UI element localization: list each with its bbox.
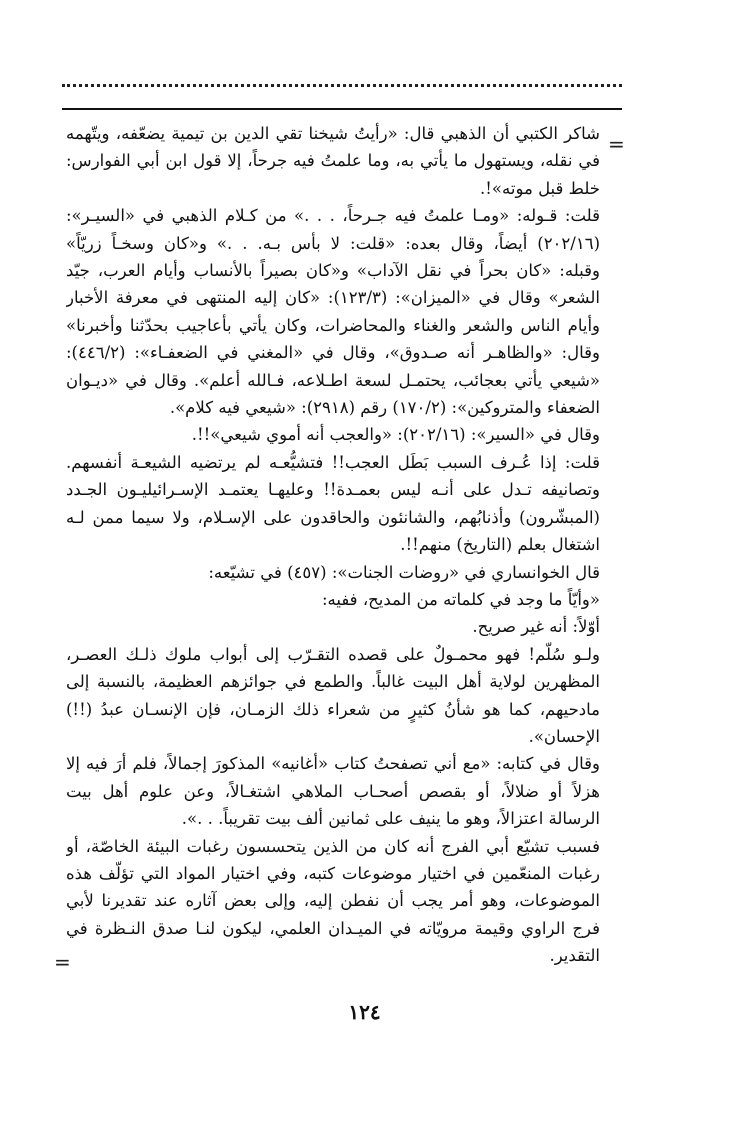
text-line: (٢٠٢/١٦) أيضاً، وقال بعده: «قلت: لا بأس بـه. . .» و«كان وسخـاً زريّاً» xyxy=(66,233,600,253)
text-line: «وأيّاً ما وجد في كلماته من المديح، ففيه: xyxy=(321,589,600,609)
text-line: وتصانيفه تـدل على أنـه ليس بعمـدة!! وعليهـا يعتمـد الإسـرائيليـون الجـدد xyxy=(66,480,600,500)
text-line: في نقله، ويستهول ما يأتي به، وما علمتُ فيه جرحاً، إلا قول ابن أبي الفوارس: xyxy=(66,151,600,171)
text-line: فرج الراوي وقيمة مرويّاته في الميـدان العلمي، ليكون لنـا صدق النـظرة في xyxy=(66,918,600,938)
text-line: الرسالة اعتزالاً، وهو ما ينيف على ثمانين ألف بيت تقريباً. . .». xyxy=(181,809,600,829)
text-line: وقال: «والظاهـر أنه صـدوق»، وقال في «المغني في الضعفـاء»: (٤٤٦/٢): xyxy=(66,343,600,363)
footnote-continuation-mark-bottom: = xyxy=(54,950,71,974)
text-line: قلت: قـوله: «ومـا علمتُ فيه جـرحاً، . . .» من كـلام الذهبي في «السيـر»: xyxy=(66,206,600,226)
text-line: الإحسان». xyxy=(528,726,600,746)
dotted-header-line xyxy=(62,84,622,87)
text-line: خلط قبل موته»!. xyxy=(480,178,600,198)
footnote-continuation-mark-top: = xyxy=(608,132,625,156)
text-line: قلت: إذا عُـرف السبب بَطَل العجب!! فتشيُّعـه لم يرتضيه الشيعـة أنفسهم. xyxy=(66,452,600,472)
text-line: الشعر» وقال في «الميزان»: (١٢٣/٣): «كان إليه المنتهى في معرفة الأخبار xyxy=(66,288,600,308)
page-number: ١٢٤ xyxy=(348,1000,381,1024)
text-line: ولـو سُلّم! فهو محمـولٌ على قصده التقـرّب إلى أبواب ملوك ذلـك العصـر، xyxy=(66,644,600,664)
text-line: وقبله: «كان بحراً في نقل الآداب» و«كان بصيراً بالأنساب وأيام العرب، جيّد xyxy=(66,261,600,281)
text-line: قال الخوانساري في «روضات الجنات»: (٤٥٧) في تشيّعه: xyxy=(208,562,600,582)
text-line: التقدير. xyxy=(549,946,600,966)
text-line: اشتغال بعلم (التاريخ) منهم!!. xyxy=(400,535,600,555)
text-line: رغبات المنعّمين في اختيار موضوعات كتبه، وفي اختيار المواد التي تؤلّف هذه xyxy=(66,863,600,883)
text-line: (المبشّرون) وأذنابُهم، والشانئون والحاقدون على الإسـلام، ولا سيما ممن لـه xyxy=(66,507,600,527)
text-line: وقال في كتابه: «مع أني تصفحتُ كتاب «أغانيه» المذكورَ إجمالاً، فلم أرَ فيه إلا xyxy=(66,754,600,774)
header-rule xyxy=(62,108,622,110)
text-line: المظهرين لولاية أهل البيت غالباً. والطمع في جوائزهم العظيمة، بالنسبة إلى xyxy=(66,672,600,692)
text-line: أوّلاً: أنه غير صريح. xyxy=(472,617,600,637)
text-line: فسبب تشيّع أبي الفرج أنه كان من الذين يتحسسون رغبات البيئة الخاصّة، أو xyxy=(66,836,600,856)
text-line: الضعفاء والمتروكين»: (١٧٠/٢) رقم (٢٩١٨): «شيعي فيه كلام». xyxy=(169,398,600,418)
text-line: «شيعي يأتي بعجائب، يحتمـل لسعة اطـلاعه، فـالله أعلم». وقال في «ديـوان xyxy=(66,370,600,390)
text-line: هزلاً أو ضلالاً، أو بقصص أصحـاب الملاهي اشتغـالاً، وعن علوم أهل بيت xyxy=(66,781,600,801)
text-line: شاكر الكتبي أن الذهبي قال: «رأيتُ شيخنا تقي الدين بن تيمية يضعّفه، ويتّهمه xyxy=(66,124,600,143)
footnote-text-block xyxy=(66,120,600,970)
text-line: الموضوعات، وهو أمر يجب أن نفطن إليه، وإلى بعض آثاره عند تقديرنا لأبي xyxy=(66,891,600,911)
text-line: مادحيهم، كما هو شأنُ كثيرٍ من شعراء ذلك الزمـان، فإن الإنسـان عبدُ (!!) xyxy=(66,699,600,719)
text-line: وأيام الناس والشعر والغناء والمحاضرات، وكان يأتي بأعاجيب بحدّثنا وأخبرنا» xyxy=(66,315,600,335)
text-line: وقال في «السير»: (٢٠٢/١٦): «والعجب أنه أموي شيعي»!!. xyxy=(191,425,600,445)
